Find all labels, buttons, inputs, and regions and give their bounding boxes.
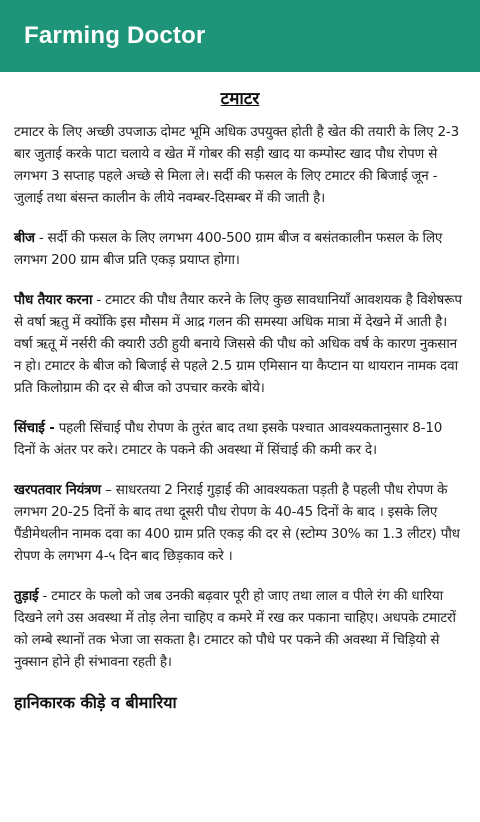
nursery-term: पौध तैयार करना bbox=[14, 292, 93, 308]
page-title: टमाटर bbox=[220, 89, 260, 109]
irrigation-term: सिंचाई - bbox=[14, 420, 55, 436]
app-bar bbox=[0, 0, 480, 72]
article-content bbox=[0, 72, 480, 713]
harvest-text: - टमाटर के फलो को जब उनकी बढ़वार पूरी हो जाए तथा लाल व पीले रंग की धारिया दिखने लगे उस अवस्था में तोड़ लेना चाहिए व कमरे में रख कर पकाना चाहिए। अधपके टमाटरों को लम्बे स्थानों तक भेजा जा सकता है। टमाटर को पौधे पर पकने की अवस्था में चिड़ियो से नुक्सान होने ही संभावना रहती है। bbox=[14, 588, 456, 670]
weed-control-text: – साधरतया 2 निराई गुड़ाई की आवश्यकता पड़ती है पहली पौध रोपण के लगभग 20-25 दिनों के बाद तथा दूसरी पौध रोपण के 40-45 दिनों के बाद । इसके लिए पैंडीमेथलीन नामक दवा का 400 ग्राम प्रति एकड़ की दर से (स्टोम्प 30% का 1.3 लीटर) पौध रोपण के लगभग 4-५ दिन बाद छिड़काव करे । bbox=[14, 482, 460, 564]
seed-term: बीज bbox=[14, 230, 35, 246]
irrigation-paragraph bbox=[14, 417, 466, 461]
intro-paragraph: टमाटर के लिए अच्छी उपजाऊ दोमट भूमि अधिक उपयुक्त होती है खेत की तयारी के लिए 2-3 बार जुताई करके पाटा चलाये व खेत में गोबर की सड़ी खाद या कम्पोस्ट खाद पौध रोपण से लगभग 3 सप्ताह पहले अच्छे से मिला ले। सर्दी की फसल के लिए टमाटर की बिजाई जून - जुलाई तथा बंसन्त कालीन के लीये नवम्बर-दिसम्बर में की जाती है। bbox=[14, 124, 459, 206]
app-title: Farming Doctor bbox=[24, 22, 206, 49]
nursery-paragraph bbox=[14, 289, 466, 399]
seed-paragraph bbox=[14, 227, 466, 271]
harvest-term: तुड़ाई bbox=[14, 588, 39, 604]
weed-control-paragraph bbox=[14, 479, 466, 567]
irrigation-text: पहली सिंचाई पौध रोपण के तुरंत बाद तथा इसके पश्चात आवश्यकतानुसार 8-10 दिनों के अंतर पर करे। टमाटर के पकने की अवस्था में सिंचाई की कमी कर दे। bbox=[14, 420, 443, 458]
nursery-text: - टमाटर की पौध तैयार करने के लिए कुछ सावधानियाँ आवशयक है विशेषरूप से वर्षा ऋतु में क्योंकि इस मौसम में आद्र गलन की समस्या अधिक मात्रा में देखने में आती है। वर्षा ऋतू में नर्सरी की क्यारी उठी हुयी बनाये जिससे की पौध को अधिक वर्ष के कारण नुकसान न हो। टमाटर के बीज को बिजाई से पहले 2.5 ग्राम एमिसान या कैप्टान या थायरान नामक दवा प्रति किलोग्राम की दर से बीज को उपचार करके बोये। bbox=[14, 292, 462, 396]
harvest-paragraph bbox=[14, 585, 466, 673]
pests-heading: हानिकारक कीड़े व बीमारिया bbox=[14, 693, 177, 712]
seed-text: - सर्दी की फसल के लिए लगभग 400-500 ग्राम बीज व बसंतकालीन फसल के लिए लगभग 200 ग्राम बीज प्रति एकड़ प्रयाप्त होगा। bbox=[14, 230, 443, 268]
weed-control-term: खरपतवार नियंत्रण bbox=[14, 482, 101, 498]
